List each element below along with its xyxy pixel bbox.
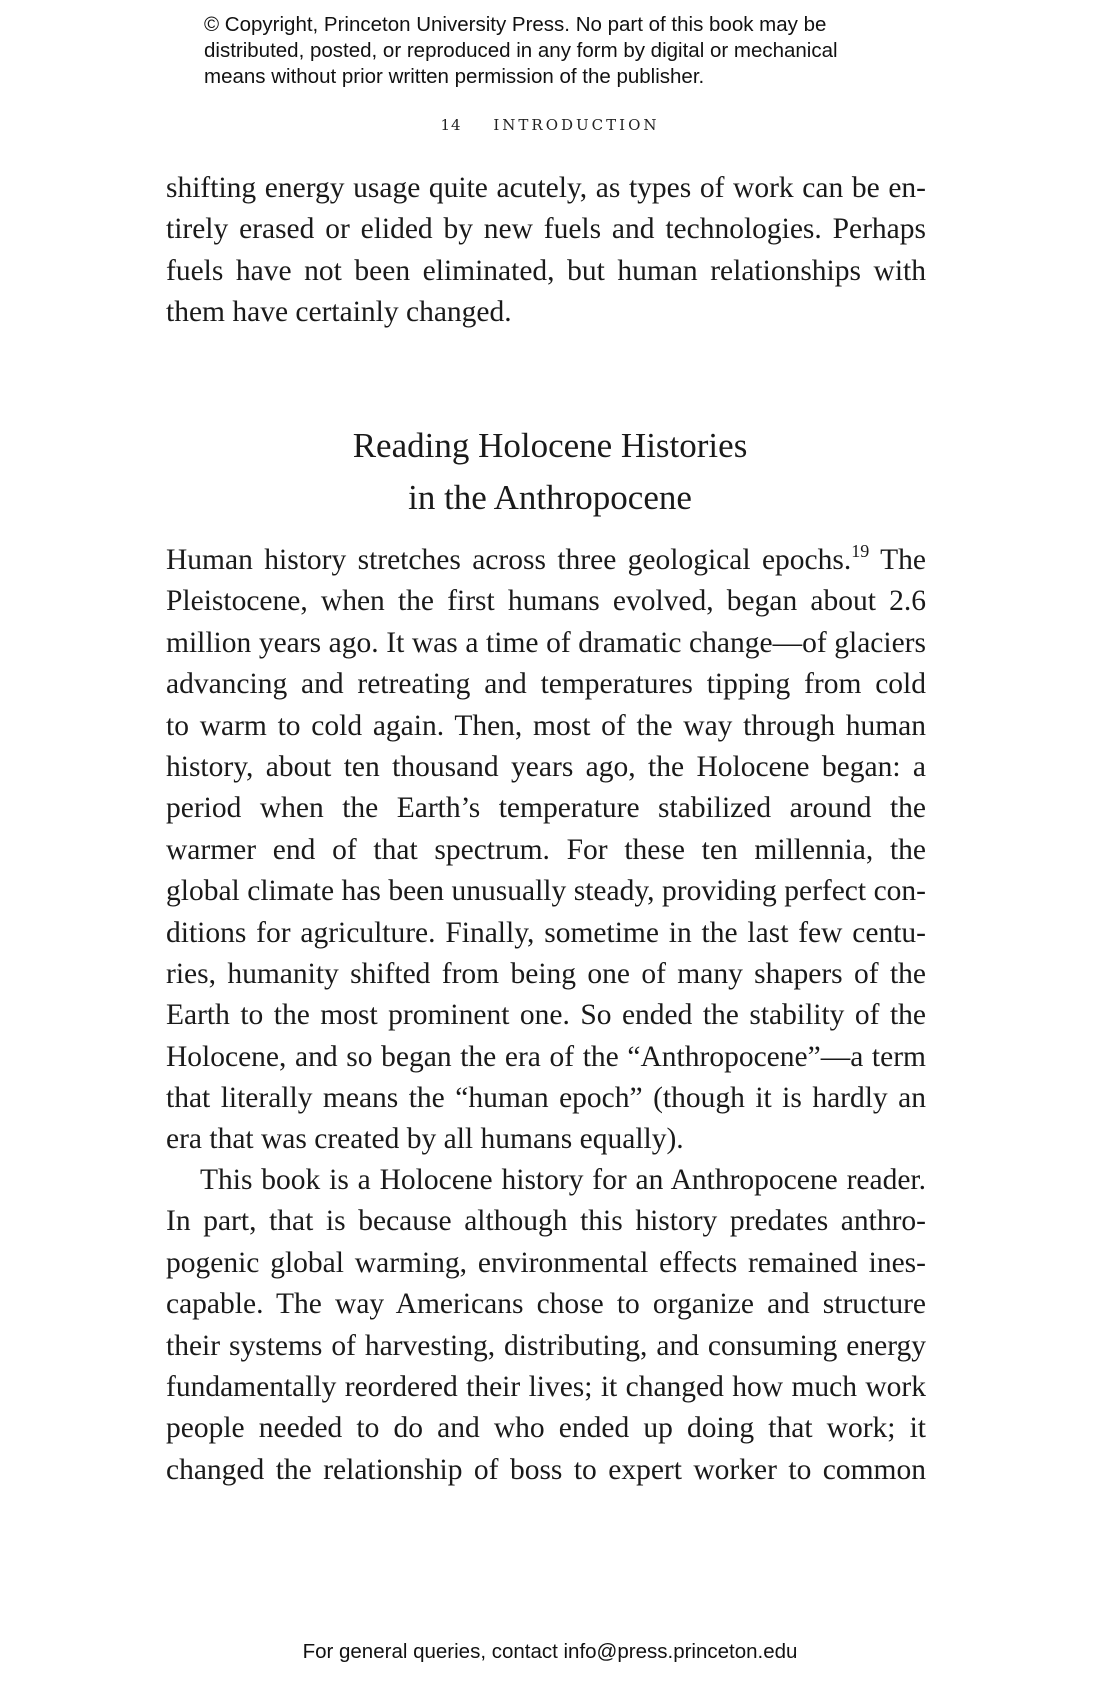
copyright-line: distributed, posted, or reproduced in any form by digital or mechanical — [204, 39, 838, 62]
text-line: global climate has been unusually steady, providing perfect con- — [166, 875, 926, 908]
text-line: people needed to do and who ended up doing that work; it — [166, 1412, 926, 1445]
copyright-line: © Copyright, Princeton University Press. No part of this book may be — [204, 13, 827, 36]
text-line: period when the Earth’s temperature stabilized around the — [166, 792, 926, 825]
text-line: In part, that is because although this history predates anthro- — [166, 1205, 926, 1238]
section-heading-line: in the Anthropocene — [408, 478, 692, 517]
running-head-section: INTRODUCTION — [493, 116, 660, 134]
paragraph-holocene-history — [166, 1160, 926, 1491]
text-line: warmer end of that spectrum. For these ten millennia, the — [166, 833, 926, 866]
text-line: history, about ten thousand years ago, the Holocene began: a — [166, 750, 926, 783]
text-line: Holocene, and so began the era of the “Anthropocene”—a term — [166, 1040, 926, 1073]
text-line: advancing and retreating and temperatures tipping from cold — [166, 668, 926, 701]
text-line: tirely erased or elided by new fuels and technologies. Perhaps — [166, 213, 926, 246]
text-line: fundamentally reordered their lives; it changed how much work — [166, 1370, 926, 1403]
text-line: million years ago. It was a time of dramatic change—of glaciers — [166, 626, 926, 659]
text-line: fuels have not been eliminated, but human relationships with — [166, 254, 926, 287]
paragraph-epochs — [166, 540, 926, 1161]
text-fragment: The — [869, 544, 926, 576]
footer-contact: For general queries, contact info@press.princeton.edu — [302, 1640, 798, 1663]
text-line: shifting energy usage quite acutely, as types of work can be en- — [166, 172, 926, 204]
text-line: them have certainly changed. — [166, 296, 512, 329]
text-line: changed the relationship of boss to expert worker to common — [166, 1453, 926, 1486]
text-line: Pleistocene, when the first humans evolved, began about 2.6 — [166, 585, 926, 618]
running-head — [0, 116, 1100, 134]
paragraph-continued — [166, 168, 926, 334]
text-line: their systems of harvesting, distributing, and consuming energy — [166, 1329, 926, 1362]
text-line — [166, 540, 926, 581]
section-heading-line: Reading Holocene Histories — [352, 426, 748, 465]
text-line: Earth to the most prominent one. So ended the stability of the — [166, 999, 926, 1032]
text-line: that literally means the “human epoch” (though it is hardly an — [166, 1082, 926, 1115]
text-line: capable. The way Americans chose to organize and structure — [166, 1288, 926, 1321]
text-line: to warm to cold again. Then, most of the way through human — [166, 709, 926, 742]
text-fragment: Human history stretches across three geological epochs. — [166, 544, 852, 576]
footnote-reference[interactable]: 19 — [851, 541, 870, 561]
copyright-notice — [204, 12, 924, 90]
text-line: ries, humanity shifted from being one of many shapers of the — [166, 957, 926, 990]
text-line: This book is a Holocene history for an Anthropocene reader. — [200, 1164, 926, 1196]
text-line: ditions for agriculture. Finally, sometime in the last few centu- — [166, 916, 926, 949]
text-line: pogenic global warming, environmental effects remained ines- — [166, 1246, 926, 1279]
page-number: 14 — [440, 116, 462, 134]
text-line: era that was created by all humans equally). — [166, 1123, 684, 1156]
section-heading — [0, 420, 1100, 524]
copyright-line: means without prior written permission of the publisher. — [204, 65, 705, 88]
